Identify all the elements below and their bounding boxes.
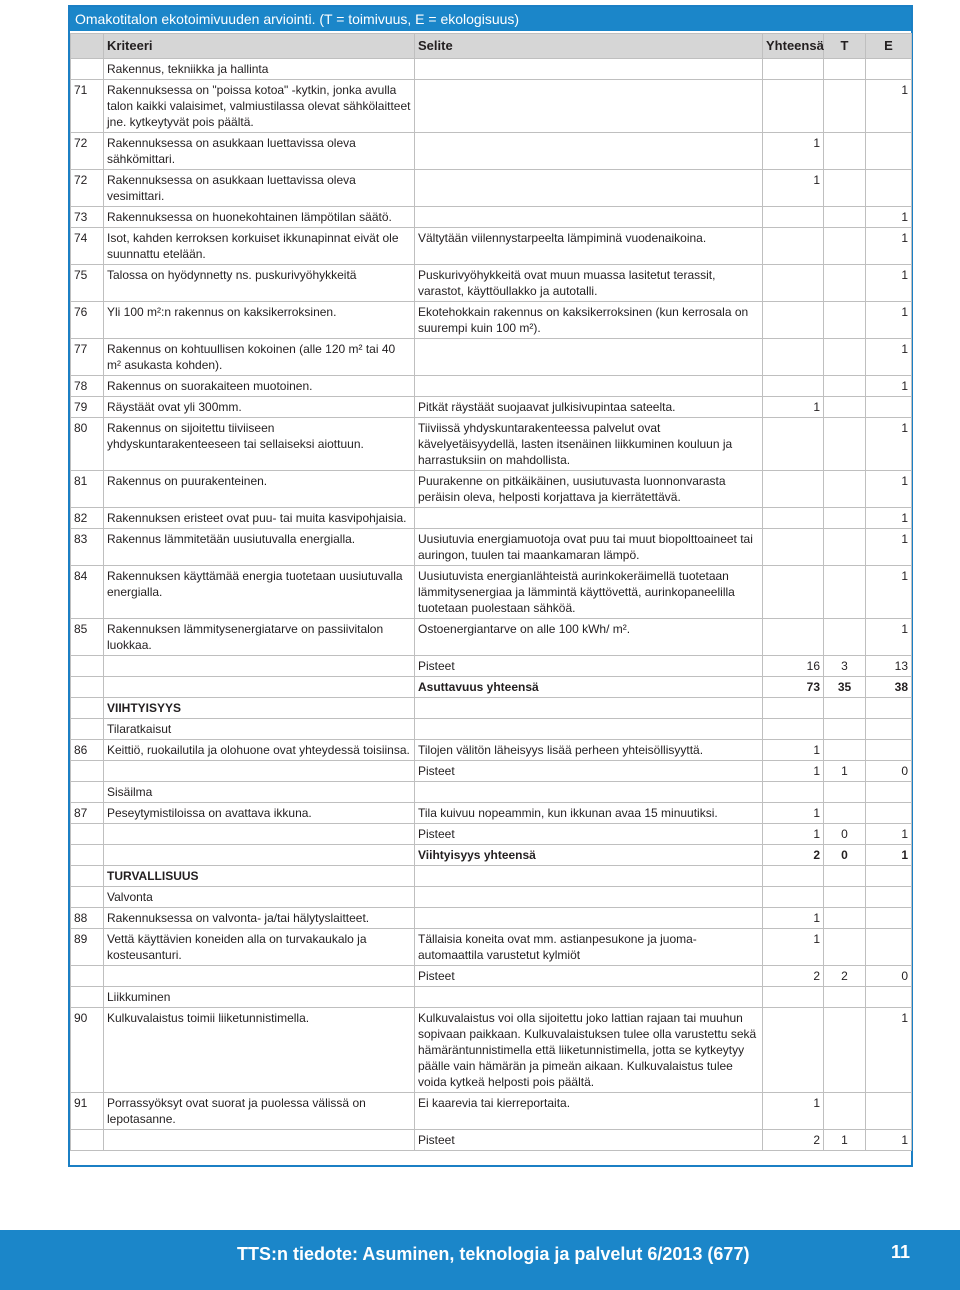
t-value xyxy=(824,566,866,619)
t-value xyxy=(824,80,866,133)
table-row xyxy=(71,133,912,170)
total-value: 1 xyxy=(763,740,824,761)
row-number: 87 xyxy=(71,803,104,824)
t-value xyxy=(824,339,866,376)
description-text: Vältytään viilennystarpeelta lämpiminä vuodenaikoina. xyxy=(415,228,763,265)
row-number xyxy=(71,677,104,698)
total-value: 1 xyxy=(763,133,824,170)
header-kriteeri: Kriteeri xyxy=(104,34,415,59)
t-value xyxy=(824,418,866,471)
row-number xyxy=(71,761,104,782)
table-row xyxy=(71,80,912,133)
criterion-text: TURVALLISUUS xyxy=(104,866,415,887)
row-number xyxy=(71,987,104,1008)
total-value: 1 xyxy=(763,1093,824,1130)
total-value xyxy=(763,207,824,228)
total-value: 73 xyxy=(763,677,824,698)
table-row xyxy=(71,698,912,719)
total-value xyxy=(763,59,824,80)
t-value xyxy=(824,529,866,566)
row-number: 72 xyxy=(71,133,104,170)
criterion-text xyxy=(104,656,415,677)
t-value xyxy=(824,1008,866,1093)
table-row xyxy=(71,866,912,887)
e-value xyxy=(866,397,912,418)
description-text: Pisteet xyxy=(415,656,763,677)
t-value xyxy=(824,207,866,228)
e-value: 1 xyxy=(866,376,912,397)
row-number: 85 xyxy=(71,619,104,656)
row-number: 73 xyxy=(71,207,104,228)
e-value: 1 xyxy=(866,566,912,619)
t-value: 1 xyxy=(824,1130,866,1151)
criterion-text: Talossa on hyödynnetty ns. puskurivyöhykkeitä xyxy=(104,265,415,302)
criterion-text: Rakennus on suorakaiteen muotoinen. xyxy=(104,376,415,397)
description-text xyxy=(415,987,763,1008)
total-value xyxy=(763,471,824,508)
criterion-text: Rakennuksessa on huonekohtainen lämpötilan säätö. xyxy=(104,207,415,228)
table-row xyxy=(71,508,912,529)
criterion-text: Sisäilma xyxy=(104,782,415,803)
criterion-text: VIIHTYISYYS xyxy=(104,698,415,719)
total-value xyxy=(763,265,824,302)
row-number: 72 xyxy=(71,170,104,207)
criterion-text: Rakennus on kohtuullisen kokoinen (alle 120 m² tai 40 m² asukasta kohden). xyxy=(104,339,415,376)
criterion-text xyxy=(104,1130,415,1151)
total-value: 1 xyxy=(763,170,824,207)
total-value xyxy=(763,418,824,471)
criterion-text: Isot, kahden kerroksen korkuiset ikkunapinnat eivät ole suunnattu etelään. xyxy=(104,228,415,265)
header-num xyxy=(71,34,104,59)
description-text: Puskurivyöhykkeitä ovat muun muassa lasitetut terassit, varastot, käyttöullakko ja autotalli. xyxy=(415,265,763,302)
description-text xyxy=(415,908,763,929)
total-value xyxy=(763,1008,824,1093)
total-value: 2 xyxy=(763,966,824,987)
e-value: 0 xyxy=(866,966,912,987)
criterion-text: Porrassyöksyt ovat suorat ja puolessa välissä on lepotasanne. xyxy=(104,1093,415,1130)
e-value: 1 xyxy=(866,302,912,339)
table-row xyxy=(71,418,912,471)
table-row xyxy=(71,59,912,80)
t-value xyxy=(824,265,866,302)
description-text: Puurakenne on pitkäikäinen, uusiutuvasta luonnonvarasta peräisin oleva, helposti korjattava ja kierrätettävä. xyxy=(415,471,763,508)
description-text: Pitkät räystäät suojaavat julkisivupintaa sateelta. xyxy=(415,397,763,418)
description-text xyxy=(415,59,763,80)
t-value xyxy=(824,508,866,529)
row-number: 77 xyxy=(71,339,104,376)
t-value: 0 xyxy=(824,845,866,866)
description-text xyxy=(415,170,763,207)
table-row xyxy=(71,782,912,803)
total-value: 1 xyxy=(763,397,824,418)
row-number xyxy=(71,782,104,803)
total-value: 1 xyxy=(763,929,824,966)
e-value xyxy=(866,887,912,908)
total-value xyxy=(763,987,824,1008)
e-value xyxy=(866,170,912,207)
total-value xyxy=(763,887,824,908)
e-value: 1 xyxy=(866,845,912,866)
footer-title: TTS:n tiedote: Asuminen, teknologia ja palvelut 6/2013 (677) xyxy=(237,1244,750,1264)
e-value xyxy=(866,740,912,761)
description-text xyxy=(415,508,763,529)
criterion-text xyxy=(104,845,415,866)
total-value xyxy=(763,302,824,339)
criterion-text: Rakennuksen käyttämää energia tuotetaan uusiutuvalla energialla. xyxy=(104,566,415,619)
table-row xyxy=(71,845,912,866)
row-number xyxy=(71,719,104,740)
criterion-text: Keittiö, ruokailutila ja olohuone ovat yhteydessä toisiinsa. xyxy=(104,740,415,761)
row-number xyxy=(71,59,104,80)
total-value xyxy=(763,619,824,656)
row-number xyxy=(71,845,104,866)
description-text: Uusiutuvia energiamuotoja ovat puu tai muut biopolttoaineet tai auringon, tuulen tai maankamaran lämpö. xyxy=(415,529,763,566)
table-row xyxy=(71,761,912,782)
table-row xyxy=(71,887,912,908)
table-header-row xyxy=(71,34,912,59)
description-text: Pisteet xyxy=(415,1130,763,1151)
criterion-text: Kulkuvalaistus toimii liiketunnistimella. xyxy=(104,1008,415,1093)
description-text: Pisteet xyxy=(415,824,763,845)
t-value xyxy=(824,302,866,339)
table-row xyxy=(71,529,912,566)
criterion-text: Rakennuksessa on valvonta- ja/tai hälytyslaitteet. xyxy=(104,908,415,929)
table-row xyxy=(71,803,912,824)
table-row xyxy=(71,471,912,508)
e-value xyxy=(866,987,912,1008)
t-value xyxy=(824,59,866,80)
criterion-text: Rakennus lämmitetään uusiutuvalla energialla. xyxy=(104,529,415,566)
e-value xyxy=(866,1093,912,1130)
t-value xyxy=(824,782,866,803)
row-number xyxy=(71,866,104,887)
row-number: 79 xyxy=(71,397,104,418)
table-row xyxy=(71,619,912,656)
total-value: 1 xyxy=(763,803,824,824)
row-number: 71 xyxy=(71,80,104,133)
t-value: 3 xyxy=(824,656,866,677)
row-number: 80 xyxy=(71,418,104,471)
total-value xyxy=(763,80,824,133)
t-value: 0 xyxy=(824,824,866,845)
row-number: 84 xyxy=(71,566,104,619)
description-text: Pisteet xyxy=(415,761,763,782)
table-row xyxy=(71,656,912,677)
total-value xyxy=(763,376,824,397)
description-text: Ostoenergiantarve on alle 100 kWh/ m². xyxy=(415,619,763,656)
e-value xyxy=(866,133,912,170)
row-number: 78 xyxy=(71,376,104,397)
table-row xyxy=(71,824,912,845)
description-text: Viihtyisyys yhteensä xyxy=(415,845,763,866)
description-text: Pisteet xyxy=(415,966,763,987)
description-text xyxy=(415,782,763,803)
e-value xyxy=(866,719,912,740)
description-text: Ekotehokkain rakennus on kaksikerroksinen (kun kerrosala on suurempi kuin 100 m²). xyxy=(415,302,763,339)
description-text xyxy=(415,80,763,133)
total-value xyxy=(763,698,824,719)
criterion-text: Rakennus on sijoitettu tiiviiseen yhdyskuntarakenteeseen tai sellaiseksi aiottuun. xyxy=(104,418,415,471)
e-value: 1 xyxy=(866,1130,912,1151)
description-text xyxy=(415,339,763,376)
table-row xyxy=(71,929,912,966)
criterion-text: Rakennus on puurakenteinen. xyxy=(104,471,415,508)
row-number: 91 xyxy=(71,1093,104,1130)
description-text xyxy=(415,376,763,397)
description-text: Asuttavuus yhteensä xyxy=(415,677,763,698)
criterion-text: Tilaratkaisut xyxy=(104,719,415,740)
t-value: 2 xyxy=(824,966,866,987)
e-value: 1 xyxy=(866,619,912,656)
t-value xyxy=(824,698,866,719)
description-text xyxy=(415,719,763,740)
header-yhteensa: Yhteensä xyxy=(763,34,824,59)
t-value xyxy=(824,170,866,207)
criterion-text: Rakennuksessa on asukkaan luettavissa oleva vesimittari. xyxy=(104,170,415,207)
e-value: 0 xyxy=(866,761,912,782)
row-number xyxy=(71,1130,104,1151)
table-row xyxy=(71,265,912,302)
description-text xyxy=(415,887,763,908)
t-value xyxy=(824,228,866,265)
criterion-text xyxy=(104,966,415,987)
table-row xyxy=(71,1008,912,1093)
criterion-text xyxy=(104,824,415,845)
description-text xyxy=(415,133,763,170)
e-value xyxy=(866,866,912,887)
row-number xyxy=(71,887,104,908)
t-value xyxy=(824,803,866,824)
criterion-text: Yli 100 m²:n rakennus on kaksikerroksinen. xyxy=(104,302,415,339)
e-value: 1 xyxy=(866,207,912,228)
t-value xyxy=(824,740,866,761)
table-row xyxy=(71,170,912,207)
row-number: 76 xyxy=(71,302,104,339)
table-row xyxy=(71,376,912,397)
t-value xyxy=(824,471,866,508)
t-value xyxy=(824,887,866,908)
t-value xyxy=(824,929,866,966)
row-number: 90 xyxy=(71,1008,104,1093)
e-value xyxy=(866,908,912,929)
row-number: 89 xyxy=(71,929,104,966)
e-value: 1 xyxy=(866,1008,912,1093)
total-value xyxy=(763,719,824,740)
t-value xyxy=(824,397,866,418)
e-value: 38 xyxy=(866,677,912,698)
criterion-text: Rakennuksessa on "poissa kotoa" -kytkin, jonka avulla talon kaikki valaisimet, valmiustilassa olevat sähkölaitteet jne. kytkeytyvät pois päältä. xyxy=(104,80,415,133)
header-e: E xyxy=(866,34,912,59)
description-text: Kulkuvalaistus voi olla sijoitettu joko lattian rajaan tai muuhun sopivaan paikkaan. Kulkuvalaistuksen tulee olla varustettu sekä hämäräntunnistimella että liiketunnistimella, jotta se kytkeytyy päälle vain hämärän ja pimeän aikaan. Kulkuvalaistus tulee voida kytkeä helposti pois päältä. xyxy=(415,1008,763,1093)
t-value xyxy=(824,376,866,397)
table-row xyxy=(71,566,912,619)
row-number: 86 xyxy=(71,740,104,761)
t-value: 35 xyxy=(824,677,866,698)
total-value xyxy=(763,339,824,376)
e-value: 1 xyxy=(866,471,912,508)
t-value xyxy=(824,619,866,656)
total-value xyxy=(763,228,824,265)
description-text xyxy=(415,698,763,719)
total-value xyxy=(763,782,824,803)
total-value: 1 xyxy=(763,761,824,782)
e-value xyxy=(866,782,912,803)
description-text: Tilojen välitön läheisyys lisää perheen yhteisöllisyyttä. xyxy=(415,740,763,761)
total-value: 2 xyxy=(763,1130,824,1151)
criterion-text: Rakennuksen lämmitysenergiatarve on passiivitalon luokkaa. xyxy=(104,619,415,656)
row-number: 81 xyxy=(71,471,104,508)
description-text: Tällaisia koneita ovat mm. astianpesukone ja juoma-automaattila varustetut kylmiöt xyxy=(415,929,763,966)
table-row xyxy=(71,908,912,929)
t-value xyxy=(824,133,866,170)
table-row xyxy=(71,740,912,761)
description-text xyxy=(415,866,763,887)
header-selite: Selite xyxy=(415,34,763,59)
table-row xyxy=(71,966,912,987)
criterion-text: Räystäät ovat yli 300mm. xyxy=(104,397,415,418)
criterion-text: Peseytymistiloissa on avattava ikkuna. xyxy=(104,803,415,824)
t-value xyxy=(824,719,866,740)
row-number xyxy=(71,966,104,987)
description-text: Ei kaarevia tai kierreportaita. xyxy=(415,1093,763,1130)
table-row xyxy=(71,987,912,1008)
total-value xyxy=(763,566,824,619)
table-row xyxy=(71,1130,912,1151)
table-row xyxy=(71,1093,912,1130)
e-value: 1 xyxy=(866,228,912,265)
row-number xyxy=(71,656,104,677)
t-value xyxy=(824,866,866,887)
table-title: Omakotitalon ekotoimivuuden arviointi. (T = toimivuus, E = ekologisuus) xyxy=(70,7,911,31)
table-row xyxy=(71,339,912,376)
total-value: 2 xyxy=(763,845,824,866)
table-row xyxy=(71,228,912,265)
t-value xyxy=(824,908,866,929)
e-value xyxy=(866,929,912,966)
e-value: 1 xyxy=(866,265,912,302)
criterion-text: Liikkuminen xyxy=(104,987,415,1008)
table-row xyxy=(71,302,912,339)
t-value xyxy=(824,1093,866,1130)
total-value xyxy=(763,529,824,566)
row-number: 74 xyxy=(71,228,104,265)
t-value xyxy=(824,987,866,1008)
e-value: 1 xyxy=(866,80,912,133)
row-number: 75 xyxy=(71,265,104,302)
row-number xyxy=(71,698,104,719)
criterion-text: Rakennuksen eristeet ovat puu- tai muita kasvipohjaisia. xyxy=(104,508,415,529)
row-number: 83 xyxy=(71,529,104,566)
e-value xyxy=(866,698,912,719)
e-value: 13 xyxy=(866,656,912,677)
criterion-text: Vettä käyttävien koneiden alla on turvakaukalo ja kosteusanturi. xyxy=(104,929,415,966)
header-t: T xyxy=(824,34,866,59)
total-value: 1 xyxy=(763,908,824,929)
page-number: 11 xyxy=(890,1242,910,1262)
criteria-table xyxy=(70,33,912,1151)
table-row xyxy=(71,719,912,740)
row-number xyxy=(71,824,104,845)
e-value: 1 xyxy=(866,418,912,471)
e-value xyxy=(866,59,912,80)
criterion-text: Valvonta xyxy=(104,887,415,908)
row-number: 88 xyxy=(71,908,104,929)
e-value: 1 xyxy=(866,339,912,376)
criterion-text: Rakennuksessa on asukkaan luettavissa oleva sähkömittari. xyxy=(104,133,415,170)
criterion-text xyxy=(104,761,415,782)
total-value xyxy=(763,508,824,529)
page-footer xyxy=(0,1230,960,1290)
description-text: Tila kuivuu nopeammin, kun ikkunan avaa 15 minuutiksi. xyxy=(415,803,763,824)
row-number: 82 xyxy=(71,508,104,529)
e-value xyxy=(866,803,912,824)
description-text: Uusiutuvista energianlähteistä aurinkokeräimellä tuotetaan lämmitysenergiaa ja lämmintä käyttövettä, aurinkopaneelilla tuotetaan puolestaan sähköä. xyxy=(415,566,763,619)
criteria-table-frame xyxy=(68,5,913,1167)
e-value: 1 xyxy=(866,824,912,845)
criterion-text: Rakennus, tekniikka ja hallinta xyxy=(104,59,415,80)
description-text: Tiiviissä yhdyskuntarakenteessa palvelut ovat kävelyetäisyydellä, lasten itsenäinen liikkuminen kouluun ja harrastuksiin on mahdollista. xyxy=(415,418,763,471)
e-value: 1 xyxy=(866,529,912,566)
total-value: 16 xyxy=(763,656,824,677)
table-row xyxy=(71,397,912,418)
t-value: 1 xyxy=(824,761,866,782)
e-value: 1 xyxy=(866,508,912,529)
table-row xyxy=(71,677,912,698)
total-value: 1 xyxy=(763,824,824,845)
description-text xyxy=(415,207,763,228)
criterion-text xyxy=(104,677,415,698)
table-row xyxy=(71,207,912,228)
total-value xyxy=(763,866,824,887)
